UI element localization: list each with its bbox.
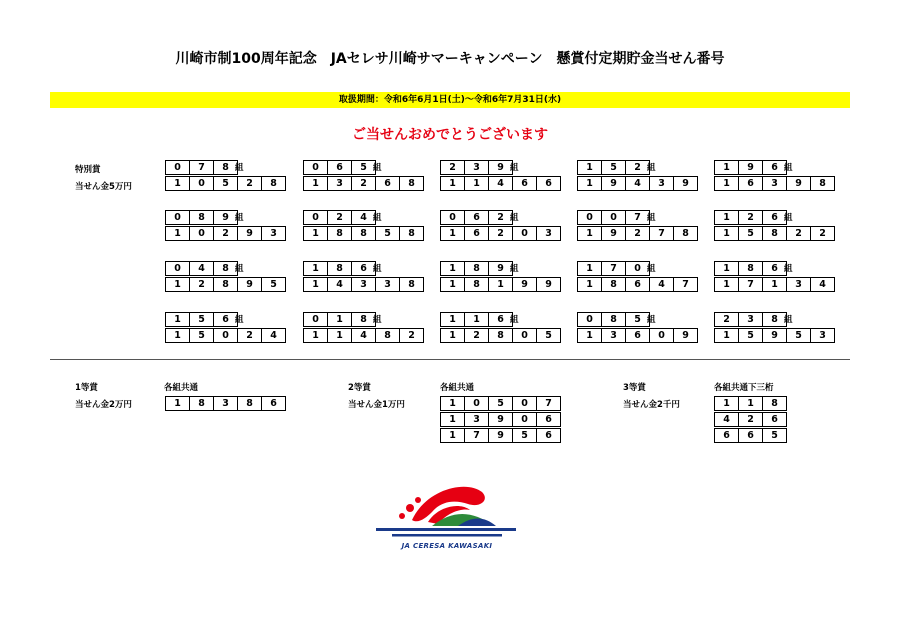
first-prize-amount: 当せん金2万円 xyxy=(75,400,132,410)
digit-cell: 7 xyxy=(649,226,674,241)
kumi-label: 組 xyxy=(784,213,793,223)
digit-cell: 1 xyxy=(303,226,328,241)
digit-cell: 1 xyxy=(714,226,739,241)
digit-cell: 2 xyxy=(810,226,835,241)
digit-cell: 6 xyxy=(351,261,376,276)
digit-cell: 3 xyxy=(810,328,835,343)
winning-number xyxy=(165,277,286,292)
digit-cell: 8 xyxy=(375,328,400,343)
digit-cell: 8 xyxy=(762,396,787,411)
winning-number xyxy=(577,277,698,292)
digit-cell: 1 xyxy=(165,277,190,292)
digit-cell: 3 xyxy=(375,277,400,292)
digit-cell: 6 xyxy=(512,176,537,191)
special-prize-amount: 当せん金5万円 xyxy=(75,182,132,192)
first-prize-note: 各組共通 xyxy=(164,383,199,393)
group-number xyxy=(165,210,238,225)
winning-number xyxy=(165,226,286,241)
digit-cell: 3 xyxy=(464,412,489,427)
digit-cell: 4 xyxy=(261,328,286,343)
kumi-label: 組 xyxy=(235,315,244,325)
digit-cell: 9 xyxy=(673,176,698,191)
digit-cell: 4 xyxy=(488,176,513,191)
digit-cell: 1 xyxy=(303,277,328,292)
kumi-label: 組 xyxy=(784,315,793,325)
digit-cell: 6 xyxy=(762,412,787,427)
second-prize-amount: 当せん金1万円 xyxy=(348,400,405,410)
congrats-heading: ご当せんおめでとうございます xyxy=(352,127,548,143)
digit-cell: 0 xyxy=(440,210,465,225)
digit-cell: 5 xyxy=(261,277,286,292)
digit-cell: 1 xyxy=(165,176,190,191)
digit-cell: 9 xyxy=(488,412,513,427)
digit-cell: 2 xyxy=(213,226,238,241)
kumi-label: 組 xyxy=(373,264,382,274)
digit-cell: 1 xyxy=(303,328,328,343)
digit-cell: 1 xyxy=(577,160,602,175)
group-number xyxy=(714,210,787,225)
digit-cell: 8 xyxy=(189,396,214,411)
digit-cell: 2 xyxy=(488,210,513,225)
group-number xyxy=(714,160,787,175)
digit-cell: 5 xyxy=(488,396,513,411)
digit-cell: 3 xyxy=(786,277,811,292)
digit-cell: 1 xyxy=(714,210,739,225)
digit-cell: 5 xyxy=(189,328,214,343)
group-number xyxy=(440,261,513,276)
winning-number xyxy=(714,277,835,292)
digit-cell: 1 xyxy=(714,277,739,292)
winning-number xyxy=(303,328,424,343)
digit-cell: 1 xyxy=(738,396,763,411)
digit-cell: 1 xyxy=(714,396,739,411)
winning-number xyxy=(165,328,286,343)
logo-text: JA CERESA KAWASAKI xyxy=(401,542,493,550)
digit-cell: 3 xyxy=(738,312,763,327)
group-number xyxy=(577,312,650,327)
digit-cell: 1 xyxy=(577,176,602,191)
digit-cell: 8 xyxy=(189,210,214,225)
winning-number xyxy=(577,176,698,191)
digit-cell: 3 xyxy=(649,176,674,191)
group-number xyxy=(577,210,650,225)
digit-cell: 6 xyxy=(375,176,400,191)
digit-cell: 6 xyxy=(762,261,787,276)
digit-cell: 8 xyxy=(399,277,424,292)
winning-number xyxy=(440,396,561,411)
digit-cell: 0 xyxy=(303,312,328,327)
digit-cell: 0 xyxy=(649,328,674,343)
digit-cell: 9 xyxy=(762,328,787,343)
digit-cell: 3 xyxy=(536,226,561,241)
logo-red-dot-2 xyxy=(399,513,405,519)
group-number xyxy=(577,261,650,276)
digit-cell: 0 xyxy=(577,312,602,327)
winning-number xyxy=(440,176,561,191)
digit-cell: 5 xyxy=(351,160,376,175)
group-number xyxy=(165,160,238,175)
logo-red-dot-3 xyxy=(415,497,421,503)
digit-cell: 8 xyxy=(399,226,424,241)
third-prize-label: 3等賞 xyxy=(623,383,646,393)
digit-cell: 8 xyxy=(351,226,376,241)
digit-cell: 0 xyxy=(512,226,537,241)
digit-cell: 8 xyxy=(601,312,626,327)
digit-cell: 1 xyxy=(762,277,787,292)
second-prize-label: 2等賞 xyxy=(348,383,371,393)
winning-number xyxy=(440,277,561,292)
digit-cell: 1 xyxy=(440,312,465,327)
digit-cell: 9 xyxy=(601,226,626,241)
digit-cell: 7 xyxy=(738,277,763,292)
digit-cell: 1 xyxy=(440,412,465,427)
winning-number xyxy=(577,226,698,241)
digit-cell: 0 xyxy=(512,328,537,343)
logo-blue-bar-2 xyxy=(392,534,502,537)
digit-cell: 8 xyxy=(399,176,424,191)
digit-cell: 3 xyxy=(261,226,286,241)
digit-cell: 1 xyxy=(165,226,190,241)
group-number xyxy=(303,210,376,225)
kumi-label: 組 xyxy=(235,264,244,274)
digit-cell: 1 xyxy=(440,428,465,443)
digit-cell: 0 xyxy=(165,160,190,175)
digit-cell: 8 xyxy=(237,396,262,411)
digit-cell: 1 xyxy=(440,261,465,276)
digit-cell: 5 xyxy=(738,328,763,343)
winning-number xyxy=(440,412,561,427)
digit-cell: 6 xyxy=(536,176,561,191)
digit-cell: 8 xyxy=(738,261,763,276)
digit-cell: 2 xyxy=(399,328,424,343)
period-banner: 取扱期間：令和6年6月1日(土)～令和6年7月31日(水) xyxy=(50,92,850,108)
digit-cell: 1 xyxy=(440,396,465,411)
digit-cell: 2 xyxy=(714,312,739,327)
digit-cell: 7 xyxy=(189,160,214,175)
digit-cell: 2 xyxy=(738,210,763,225)
kumi-label: 組 xyxy=(510,163,519,173)
digit-cell: 9 xyxy=(488,428,513,443)
digit-cell: 4 xyxy=(351,210,376,225)
digit-cell: 8 xyxy=(762,312,787,327)
kumi-label: 組 xyxy=(647,163,656,173)
digit-cell: 7 xyxy=(601,261,626,276)
digit-cell: 4 xyxy=(351,328,376,343)
digit-cell: 1 xyxy=(577,261,602,276)
digit-cell: 1 xyxy=(714,160,739,175)
digit-cell: 2 xyxy=(237,328,262,343)
digit-cell: 8 xyxy=(327,226,352,241)
digit-cell: 7 xyxy=(625,210,650,225)
digit-cell: 7 xyxy=(536,396,561,411)
digit-cell: 4 xyxy=(810,277,835,292)
digit-cell: 2 xyxy=(625,160,650,175)
kumi-label: 組 xyxy=(647,264,656,274)
digit-cell: 1 xyxy=(464,312,489,327)
logo-red-dot-1 xyxy=(406,504,414,512)
digit-cell: 8 xyxy=(213,261,238,276)
winning-number xyxy=(714,428,787,443)
digit-cell: 0 xyxy=(601,210,626,225)
digit-cell: 2 xyxy=(625,226,650,241)
digit-cell: 0 xyxy=(512,412,537,427)
digit-cell: 4 xyxy=(714,412,739,427)
kumi-label: 組 xyxy=(235,213,244,223)
digit-cell: 6 xyxy=(714,428,739,443)
kumi-label: 組 xyxy=(784,163,793,173)
digit-cell: 1 xyxy=(464,176,489,191)
group-number xyxy=(440,312,513,327)
group-number xyxy=(440,160,513,175)
digit-cell: 4 xyxy=(649,277,674,292)
digit-cell: 3 xyxy=(601,328,626,343)
group-number xyxy=(440,210,513,225)
digit-cell: 6 xyxy=(261,396,286,411)
winning-number xyxy=(440,328,561,343)
digit-cell: 9 xyxy=(213,210,238,225)
digit-cell: 3 xyxy=(351,277,376,292)
digit-cell: 6 xyxy=(536,412,561,427)
digit-cell: 1 xyxy=(165,312,190,327)
digit-cell: 1 xyxy=(327,312,352,327)
kumi-label: 組 xyxy=(235,163,244,173)
winning-number xyxy=(714,226,835,241)
digit-cell: 6 xyxy=(762,210,787,225)
digit-cell: 1 xyxy=(165,396,190,411)
winning-number xyxy=(303,176,424,191)
digit-cell: 6 xyxy=(464,210,489,225)
digit-cell: 8 xyxy=(261,176,286,191)
winning-number xyxy=(714,396,787,411)
kumi-label: 組 xyxy=(510,213,519,223)
digit-cell: 0 xyxy=(303,160,328,175)
digit-cell: 0 xyxy=(464,396,489,411)
group-number xyxy=(714,312,787,327)
digit-cell: 8 xyxy=(810,176,835,191)
digit-cell: 1 xyxy=(440,277,465,292)
winning-number xyxy=(440,226,561,241)
digit-cell: 1 xyxy=(488,277,513,292)
digit-cell: 9 xyxy=(673,328,698,343)
digit-cell: 3 xyxy=(213,396,238,411)
digit-cell: 8 xyxy=(601,277,626,292)
digit-cell: 3 xyxy=(762,176,787,191)
digit-cell: 2 xyxy=(440,160,465,175)
digit-cell: 1 xyxy=(714,176,739,191)
group-number xyxy=(165,261,238,276)
digit-cell: 1 xyxy=(303,176,328,191)
digit-cell: 8 xyxy=(464,261,489,276)
winning-number xyxy=(165,396,286,411)
digit-cell: 1 xyxy=(327,328,352,343)
third-prize-note: 各組共通下三桁 xyxy=(714,383,774,393)
digit-cell: 0 xyxy=(189,176,214,191)
kumi-label: 組 xyxy=(510,264,519,274)
winning-number xyxy=(303,277,424,292)
digit-cell: 8 xyxy=(351,312,376,327)
group-number xyxy=(303,160,376,175)
third-prize-amount: 当せん金2千円 xyxy=(623,400,680,410)
digit-cell: 9 xyxy=(488,160,513,175)
digit-cell: 1 xyxy=(577,277,602,292)
kumi-label: 組 xyxy=(784,264,793,274)
digit-cell: 1 xyxy=(440,176,465,191)
digit-cell: 2 xyxy=(189,277,214,292)
kumi-label: 組 xyxy=(373,163,382,173)
winning-number xyxy=(714,176,835,191)
digit-cell: 5 xyxy=(762,428,787,443)
logo-blue-bar-1 xyxy=(376,528,516,531)
digit-cell: 6 xyxy=(762,160,787,175)
digit-cell: 1 xyxy=(440,226,465,241)
digit-cell: 6 xyxy=(738,428,763,443)
digit-cell: 6 xyxy=(464,226,489,241)
digit-cell: 1 xyxy=(577,226,602,241)
digit-cell: 7 xyxy=(673,277,698,292)
digit-cell: 2 xyxy=(786,226,811,241)
digit-cell: 0 xyxy=(165,210,190,225)
digit-cell: 5 xyxy=(213,176,238,191)
digit-cell: 8 xyxy=(464,277,489,292)
group-number xyxy=(714,261,787,276)
digit-cell: 5 xyxy=(375,226,400,241)
digit-cell: 2 xyxy=(237,176,262,191)
digit-cell: 1 xyxy=(577,328,602,343)
digit-cell: 5 xyxy=(512,428,537,443)
kumi-label: 組 xyxy=(647,213,656,223)
first-prize-label: 1等賞 xyxy=(75,383,98,393)
winning-number xyxy=(714,328,835,343)
digit-cell: 8 xyxy=(327,261,352,276)
digit-cell: 2 xyxy=(464,328,489,343)
group-number xyxy=(303,312,376,327)
digit-cell: 9 xyxy=(786,176,811,191)
digit-cell: 1 xyxy=(714,261,739,276)
digit-cell: 1 xyxy=(440,328,465,343)
group-number xyxy=(165,312,238,327)
winning-number xyxy=(165,176,286,191)
digit-cell: 8 xyxy=(213,277,238,292)
digit-cell: 0 xyxy=(625,261,650,276)
digit-cell: 5 xyxy=(786,328,811,343)
digit-cell: 8 xyxy=(673,226,698,241)
digit-cell: 5 xyxy=(625,312,650,327)
digit-cell: 1 xyxy=(165,328,190,343)
digit-cell: 4 xyxy=(189,261,214,276)
digit-cell: 4 xyxy=(327,277,352,292)
digit-cell: 9 xyxy=(237,277,262,292)
digit-cell: 6 xyxy=(625,277,650,292)
winning-number xyxy=(303,226,424,241)
digit-cell: 8 xyxy=(213,160,238,175)
digit-cell: 9 xyxy=(512,277,537,292)
digit-cell: 5 xyxy=(601,160,626,175)
digit-cell: 9 xyxy=(488,261,513,276)
digit-cell: 1 xyxy=(303,261,328,276)
digit-cell: 2 xyxy=(488,226,513,241)
digit-cell: 9 xyxy=(237,226,262,241)
digit-cell: 8 xyxy=(488,328,513,343)
digit-cell: 3 xyxy=(327,176,352,191)
digit-cell: 0 xyxy=(213,328,238,343)
digit-cell: 3 xyxy=(464,160,489,175)
digit-cell: 0 xyxy=(165,261,190,276)
digit-cell: 0 xyxy=(577,210,602,225)
digit-cell: 7 xyxy=(464,428,489,443)
digit-cell: 4 xyxy=(625,176,650,191)
digit-cell: 5 xyxy=(189,312,214,327)
digit-cell: 6 xyxy=(488,312,513,327)
kumi-label: 組 xyxy=(373,213,382,223)
digit-cell: 6 xyxy=(738,176,763,191)
digit-cell: 2 xyxy=(351,176,376,191)
digit-cell: 1 xyxy=(714,328,739,343)
digit-cell: 9 xyxy=(536,277,561,292)
special-prize-label: 特別賞 xyxy=(75,165,101,175)
page-title: 川崎市制100周年記念 JAセレサ川崎サマーキャンペーン 懸賞付定期貯金当せん番号 xyxy=(175,51,725,67)
second-prize-note: 各組共通 xyxy=(440,383,475,393)
winning-number xyxy=(440,428,561,443)
kumi-label: 組 xyxy=(510,315,519,325)
digit-cell: 9 xyxy=(738,160,763,175)
digit-cell: 0 xyxy=(303,210,328,225)
group-number xyxy=(303,261,376,276)
group-number xyxy=(577,160,650,175)
winning-number xyxy=(714,412,787,427)
digit-cell: 0 xyxy=(189,226,214,241)
digit-cell: 9 xyxy=(601,176,626,191)
digit-cell: 6 xyxy=(327,160,352,175)
digit-cell: 2 xyxy=(738,412,763,427)
digit-cell: 5 xyxy=(536,328,561,343)
digit-cell: 5 xyxy=(738,226,763,241)
kumi-label: 組 xyxy=(373,315,382,325)
digit-cell: 8 xyxy=(762,226,787,241)
digit-cell: 0 xyxy=(512,396,537,411)
digit-cell: 2 xyxy=(327,210,352,225)
digit-cell: 6 xyxy=(536,428,561,443)
digit-cell: 6 xyxy=(625,328,650,343)
winning-number xyxy=(577,328,698,343)
digit-cell: 6 xyxy=(213,312,238,327)
section-divider xyxy=(50,359,850,360)
kumi-label: 組 xyxy=(647,315,656,325)
